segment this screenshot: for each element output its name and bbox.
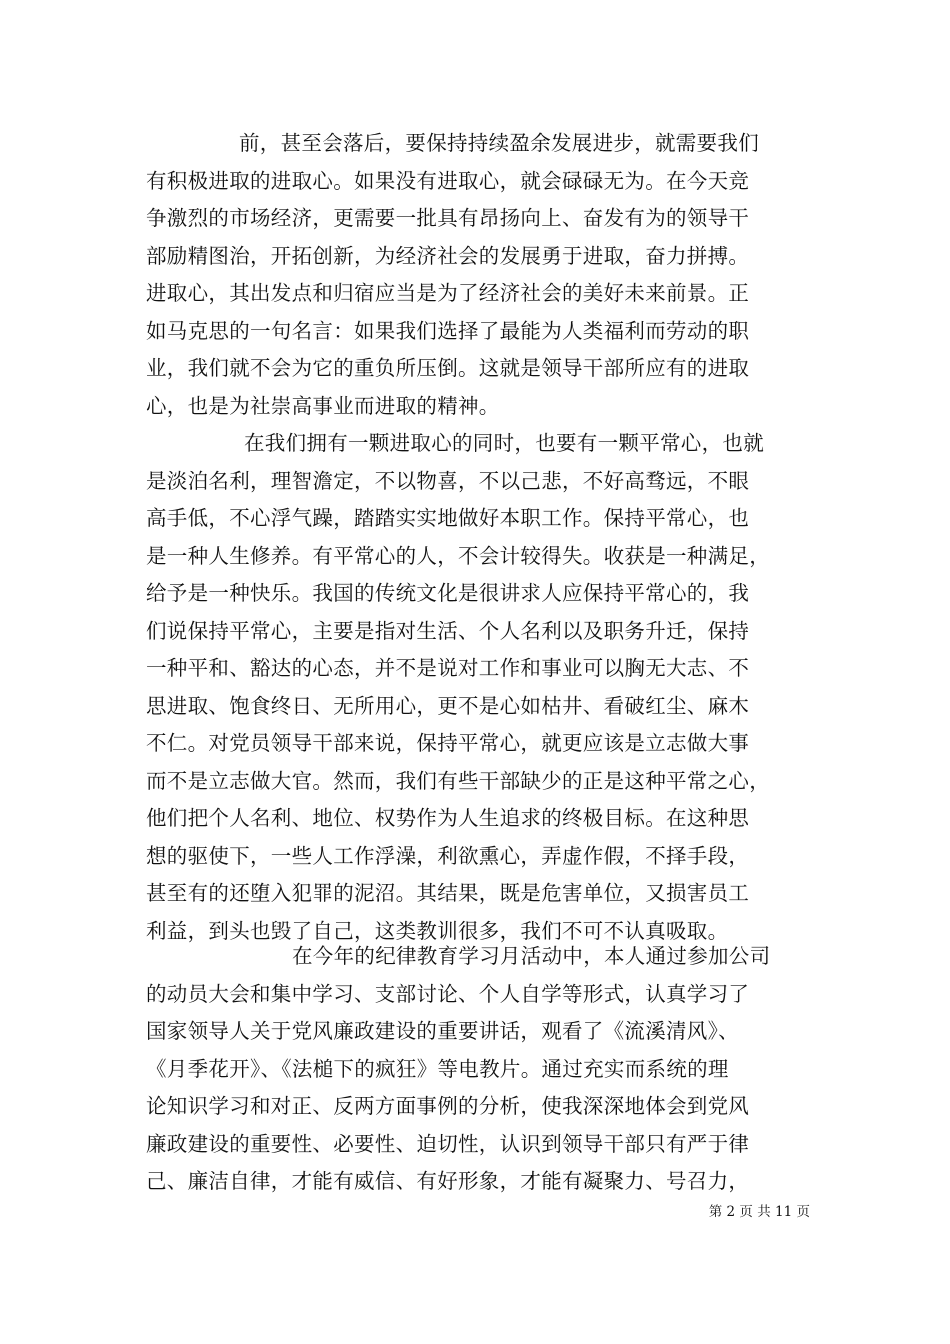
paragraph-1 — [146, 125, 810, 425]
text-line: 思进取、饱食终日、无所用心，更不是心如枯井、看破红尘、麻木 — [146, 693, 750, 718]
text-line: 如马克思的一句名言：如果我们选择了最能为人类福利而劳动的职 — [146, 318, 750, 343]
text-line: 国家领导人关于党风廉政建设的重要讲话，观看了《流溪清风》、 — [146, 1019, 739, 1043]
text-line: 争激烈的市场经济，更需要一批具有昂扬向上、奋发有为的领导干 — [146, 206, 750, 230]
text-line: 进取心，其出发点和归宿应当是为了经济社会的美好未来前景。正 — [146, 281, 750, 305]
paragraph-3 — [146, 938, 810, 1201]
paragraph-2 — [146, 425, 810, 950]
text-line: 在我们拥有一颗进取心的同时，也要有一颗平常心，也就 — [244, 431, 764, 455]
text-line: 的动员大会和集中学习、支部讨论、个人自学等形式，认真学习了 — [146, 981, 750, 1006]
text-line: 有积极进取的进取心。如果没有进取心，就会碌碌无为。在今天竞 — [146, 168, 750, 193]
text-line: 高手低，不心浮气躁，踏踏实实地做好本职工作。保持平常心，也 — [146, 506, 750, 530]
text-line: 在今年的纪律教育学习月活动中，本人通过参加公司 — [292, 944, 771, 968]
text-line: 给予是一种快乐。我国的传统文化是很讲求人应保持平常心的，我 — [146, 581, 750, 605]
text-line: 部励精图治，开拓创新，为经济社会的发展勇于进取，奋力拼搏。 — [146, 243, 750, 268]
text-line: 一种平和、豁达的心态，并不是说对工作和事业可以胸无大志、不 — [146, 656, 750, 680]
text-line: 不仁。对党员领导干部来说，保持平常心，就更应该是立志做大事 — [146, 731, 750, 755]
text-line: 他们把个人名利、地位、权势作为人生追求的终极目标。在这种思 — [146, 806, 750, 830]
text-line: 论知识学习和对正、反两方面事例的分析，使我深深地体会到党风 — [146, 1094, 750, 1118]
text-line: 前，甚至会落后，要保持持续盈余发展进步，就需要我们 — [239, 131, 759, 155]
text-line: 而不是立志做大官。然而，我们有些干部缺少的正是这种平常之心， — [146, 768, 770, 793]
text-line: 廉政建设的重要性、必要性、迫切性，认识到领导干部只有严于律 — [146, 1131, 750, 1156]
text-line: 们说保持平常心，主要是指对生活、个人名利以及职务升迁，保持 — [146, 618, 750, 643]
page-number-footer: 第 2 页 共 11 页 — [708, 1204, 810, 1220]
text-line: 甚至有的还堕入犯罪的泥沼。其结果，既是危害单位，又损害员工 — [146, 881, 750, 905]
text-line: 是淡泊名利，理智澹定，不以物喜，不以己悲，不好高骛远，不眼 — [146, 468, 750, 493]
text-line: 是一种人生修养。有平常心的人，不会计较得失。收获是一种满足， — [146, 543, 770, 568]
text-line: 利益，到头也毁了自己，这类教训很多，我们不可不认真吸取。 — [146, 918, 729, 943]
text-line: 业，我们就不会为它的重负所压倒。这就是领导干部所应有的进取 — [146, 356, 750, 380]
text-line: 己、廉洁自律，才能有威信、有好形象，才能有凝聚力、号召力， — [146, 1169, 750, 1193]
text-line: 心，也是为社崇高事业而进取的精神。 — [146, 393, 500, 418]
text-line: 想的驱使下，一些人工作浮澡，利欲熏心，弄虚作假，不择手段， — [146, 843, 750, 868]
text-line: 《月季花开》、《法槌下的疯狂》等电教片。通过充实而系统的理 — [146, 1056, 729, 1081]
